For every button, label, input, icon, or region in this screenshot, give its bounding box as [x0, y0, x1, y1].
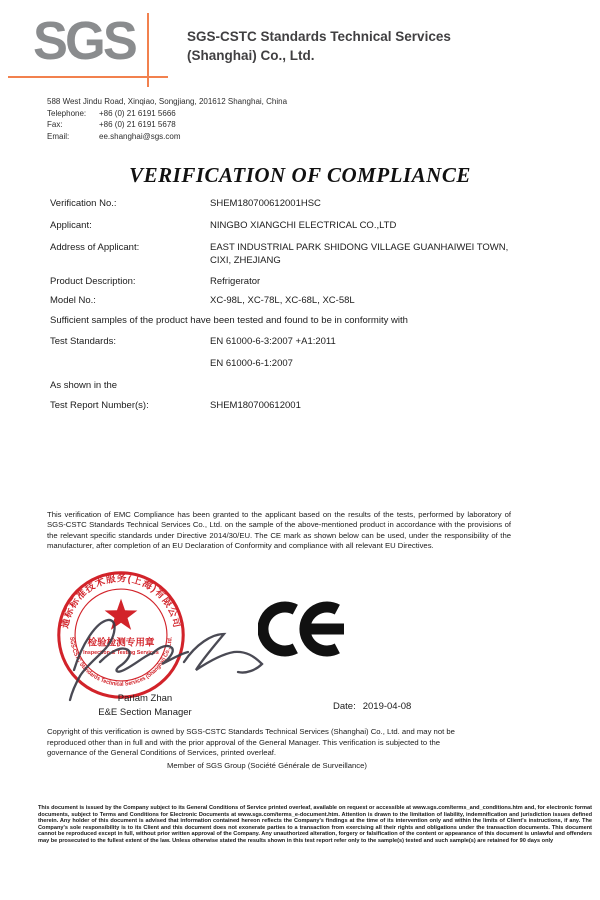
sgs-logo: SGS: [33, 11, 135, 71]
telephone-label: Telephone:: [47, 108, 87, 118]
stamp-ring-top-text: 通标标准技术服务(上海)有限公司: [59, 573, 183, 630]
member-line: Member of SGS Group (Société Générale de Surveillance): [167, 761, 367, 770]
signature-icon: [56, 610, 271, 702]
date-label: Date:: [333, 701, 356, 712]
footer-legal-text: This document is issued by the Company subject to its General Conditions of Service printed overleaf, available on request or accessible at www.sgs.com/terms_and_conditions.htm and, for electronic format documents, subject to Terms and Conditions for Electronic Documents at www.sgs.com/terms_e-document.htm. Attention is drawn to the limitation of liability, indemnification and jurisdiction issues defined therein. Any holder of this document is advised that information contained hereon reflects the Company's findings at the time of its intervention only and within the limits of Client's instructions, if any. The Company's sole responsibility is to its Client and this document does not exonerate parties to a transaction from exercising all their rights and obligations under the transaction documents. This document cannot be reproduced except in full, without prior written approval of the Company. Any unauthorized alteration, forgery or falsification of the content or appearance of this document is unlawful and offenders may be prosecuted to the fullest extent of the law. Unless otherwise stated the results shown in this test report refer only to the sample(s) tested and such sample(s) are retained for 90 days only: [38, 805, 592, 844]
field-label: Applicant:: [50, 220, 92, 231]
document-title: VERIFICATION OF COMPLIANCE: [129, 163, 471, 187]
telephone-row: [47, 108, 287, 120]
signatory-block: [70, 692, 220, 719]
signatory-title: E&E Section Manager: [98, 706, 192, 718]
field-label: Model No.:: [50, 295, 96, 306]
field-row-test-report: [50, 399, 555, 412]
address-line: 588 West Jindu Road, Xinqiao, Songjiang, 201612 Shanghai, China: [47, 97, 288, 106]
field-label: Verification No.:: [50, 198, 117, 209]
stamp-ring-bottom-text: SGS-CSTC Standards Technical Services (Shanghai) Co., Ltd.: [68, 636, 174, 688]
email-row: [47, 131, 287, 143]
field-label: Product Description:: [50, 276, 136, 287]
field-row-verification-no: [50, 197, 555, 210]
company-name-line2: (Shanghai) Co., Ltd.: [187, 48, 315, 63]
verification-body-paragraph: This verification of EMC Compliance has been granted to the applicant based on the results of the tests, performed by laboratory of SGS-CSTC Standards Technical Services Co., Ltd. on the sample of the above-mentioned product in accordance with the provisions of the relevant specific standards under Directive 2014/30/EU. The CE mark as shown below can be used, under the responsibility of the manufacturer, after completion of an EU Declaration of Conformity and compliance with all relevant EU Directives.: [47, 510, 511, 550]
field-row-test-standards-2: [50, 357, 555, 370]
stamp-center-subtext: Inspection & Testing Services: [83, 650, 159, 657]
telephone-value: +86 (0) 21 6191 5666: [99, 108, 176, 118]
email-label: Email:: [47, 131, 70, 141]
field-row-product-description: [50, 275, 555, 288]
field-label-empty: [50, 357, 210, 370]
date-line: [333, 701, 411, 712]
fax-value: +86 (0) 21 6191 5678: [99, 120, 176, 129]
field-row-applicant-address: [50, 241, 555, 267]
field-value: Refrigerator: [210, 276, 261, 287]
field-value: EN 61000-6-3:2007 +A1:2011: [210, 336, 336, 347]
ce-letter-c: [263, 607, 295, 651]
logo-crosshair-horizontal-line: [8, 76, 168, 78]
field-label: Test Standards:: [50, 336, 117, 347]
field-row-applicant: [50, 219, 555, 232]
company-name: [187, 27, 527, 65]
field-value: EAST INDUSTRIAL PARK SHIDONG VILLAGE GUANHAIWEI TOWN, CIXI, ZHEJIANG: [210, 242, 509, 266]
field-row-model-no: [50, 294, 555, 307]
stamp-center-text: 检验检测专用章: [87, 637, 155, 649]
field-row-test-standards: [50, 335, 555, 348]
fax-label: Fax:: [47, 120, 63, 129]
field-value: SHEM180700612001: [210, 400, 301, 411]
fax-row: [47, 119, 287, 131]
field-value: NINGBO XIANGCHI ELECTRICAL CO.,LTD: [210, 220, 397, 231]
company-name-line1: SGS-CSTC Standards Technical Services: [187, 29, 451, 44]
as-shown-statement: As shown in the: [50, 380, 118, 391]
certificate-fields: [50, 197, 555, 421]
ce-mark-icon: [258, 596, 354, 662]
field-value: XC-98L, XC-78L, XC-68L, XC-58L: [210, 295, 355, 306]
field-value: SHEM180700612001HSC: [210, 198, 321, 209]
signatory-name: Parlam Zhan: [117, 693, 173, 704]
contact-block: [47, 96, 287, 142]
copyright-text: Copyright of this verification is owned by SGS-CSTC Standards Technical Services (Shanghai) Co., Ltd. and may not be reproduced other than in full and with the prior approval of the General Manager. This verification is subjected to the governance of the General Conditions of Services, printed overleaf.: [47, 727, 455, 757]
field-label: Test Report Number(s):: [50, 400, 149, 411]
conformity-statement: Sufficient samples of the product have been tested and found to be in conformity with: [50, 315, 408, 326]
field-value: EN 61000-6-1:2007: [210, 358, 293, 369]
date-value: 2019-04-08: [362, 701, 412, 712]
email-value: ee.shanghai@sgs.com: [99, 131, 181, 141]
field-label: Address of Applicant:: [50, 242, 140, 253]
